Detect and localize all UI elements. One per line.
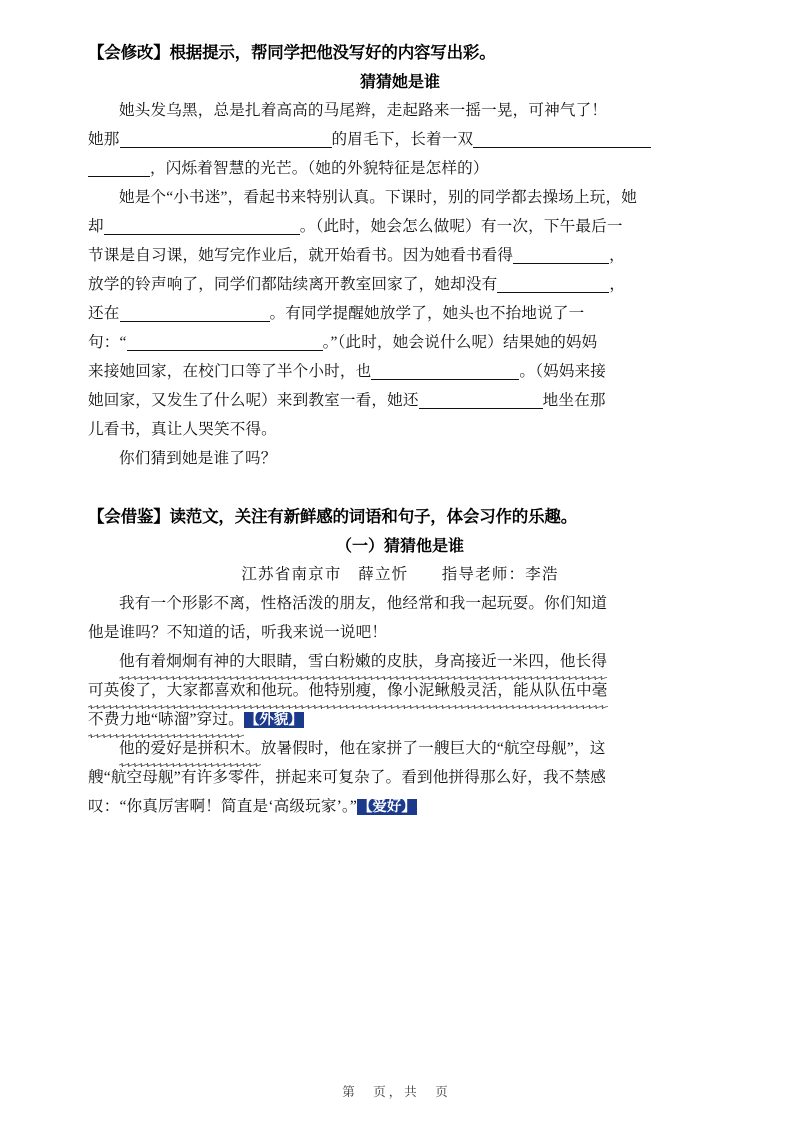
blank-eyes[interactable]	[473, 127, 651, 148]
essay-p3-line1-wavy: 他的爱好是拼积木。	[119, 734, 261, 764]
essay-p2-line1-wavy: 他有着炯炯有神的大眼睛，雪白粉嫩的皮肤，身高接近一米四，他长得	[119, 647, 607, 677]
essay-p2-line2	[88, 676, 712, 705]
blank-eyebrow[interactable]	[120, 127, 332, 148]
para2-line7	[88, 357, 712, 386]
para1-line3	[88, 154, 712, 183]
essay-p3-line3	[88, 792, 712, 821]
para2-line6-text-a: 句：“	[88, 334, 127, 351]
para2-line3-text-a: 节课是自习课，她写完作业后，就开始看书。因为她看书看得	[88, 247, 514, 264]
para1-line2	[88, 125, 712, 154]
para2-line5-text-a: 还在	[88, 305, 120, 322]
essay-p2-line1	[88, 647, 712, 676]
section1-title: 猜猜她是谁	[359, 72, 440, 91]
essay-p1-line2: 他是谁吗？不知道的话，听我来说一说吧！	[88, 624, 388, 641]
para2-line6-text-b: 。”（此时，她会说什么呢）结果她的妈妈	[322, 334, 598, 351]
section-header-huixiugai: 【会修改】根据提示，帮同学把他没写好的内容写出彩。	[88, 43, 496, 62]
page-footer	[0, 1082, 793, 1100]
essay-p1-line1: 我有一个形影不离，性格活泼的朋友，他经常和我一起玩耍。你们知道	[119, 595, 608, 612]
blank-what-she-says[interactable]	[127, 330, 323, 351]
blank-eyes-cont[interactable]	[88, 156, 150, 177]
para2-line3-text-b: ，	[609, 247, 625, 264]
essay-p2-line3-wavy: 不费力地“哧溜”穿过。	[88, 705, 244, 735]
para2-line9: 儿看书，真让人哭笑不得。	[88, 421, 277, 438]
para1-line2-text-b: 的眉毛下，长着一双	[331, 131, 474, 148]
para2-line2	[88, 212, 712, 241]
para2-line8-text-a: 她回家，又发生了什么呢）来到教室一看，她还	[88, 392, 419, 409]
para2-line7-text-a: 来接她回家，在校门口等了半个小时，也	[88, 363, 372, 380]
blank-how-she-sat[interactable]	[419, 388, 543, 409]
para2-line2-text-a: 却	[88, 218, 104, 235]
essay-p3-line1-rest: 放暑假时，他在家拼了一艘巨大的“航空母舰”，这	[260, 740, 606, 757]
blank-mother-waited[interactable]	[371, 359, 519, 380]
para2-line4	[88, 270, 712, 299]
blank-still-doing[interactable]	[120, 301, 270, 322]
section-gap	[88, 473, 712, 502]
paragraph-guess-question	[88, 444, 712, 473]
essay-p3-line1	[88, 734, 712, 763]
paragraph-appearance	[88, 96, 712, 183]
para2-line8	[88, 386, 712, 415]
footer-page-indicator: 第 页，共 页	[342, 1084, 451, 1099]
essay-paragraph-intro	[88, 589, 712, 647]
para2-line5-text-b: 。有同学提醒她放学了，她头也不抬地说了一	[269, 305, 585, 322]
paragraph-bookworm	[88, 183, 712, 444]
section-header-huijiejian: 【会借鉴】读范文，关注有新鲜感的词语和句子，体会习作的乐趣。	[88, 507, 578, 526]
blank-she-did-not[interactable]	[497, 272, 609, 293]
essay-p3-line2: 艘“航空母舰”有许多零件，拼起来可复杂了。看到他拼得那么好，我不禁感	[88, 769, 606, 786]
para2-line1: 她是个“小书迷”，看起书来特别认真。下课时，别的同学都去操场上玩，她	[119, 189, 637, 206]
para1-line2-text-a: 她那	[88, 131, 120, 148]
para3-line1: 你们猜到她是谁了吗？	[119, 450, 277, 467]
para2-line2-text-b: 。（此时，她会怎么做呢）有一次，下午最后一	[299, 218, 623, 235]
blank-reading-degree[interactable]	[513, 243, 609, 264]
document-content	[88, 38, 712, 821]
section2-title: （一）猜猜他是谁	[335, 536, 464, 555]
para2-line4-text-b: ，	[609, 276, 626, 293]
essay-p2-line3	[88, 705, 712, 734]
blank-what-she-does[interactable]	[104, 214, 300, 235]
para2-line5	[88, 299, 712, 328]
tag-appearance: 【外貌】	[244, 712, 303, 728]
para2-line6	[88, 328, 712, 357]
para2-line3	[88, 241, 712, 270]
para1-line1: 她头发乌黑，总是扎着高高的马尾辫，走起路来一摇一晃，可神气了！	[119, 102, 608, 119]
para1-line3-text: ，闪烁着智慧的光芒。（她的外貌特征是怎样的）	[150, 160, 489, 177]
essay-p3-line3-text: 叹：“你真厉害啊！简直是‘高级玩家’。”	[88, 798, 357, 815]
section2-byline: 江苏省南京市 薛立忻 指导老师：李浩	[241, 566, 559, 583]
para2-line7-text-b: 。（妈妈来接	[519, 363, 607, 380]
essay-paragraph-appearance	[88, 647, 712, 734]
tag-hobby: 【爱好】	[357, 799, 416, 815]
para2-line8-text-b: 地坐在那	[542, 392, 606, 409]
para2-line4-text-a: 放学的铃声响了，同学们都陆续离开教室回家了，她却没有	[88, 276, 498, 293]
essay-p2-line2-wavy: 可英俊了，大家都喜欢和他玩。他特别瘦，像小泥鳅般灵活，能从队伍中毫	[88, 676, 608, 706]
essay-paragraph-hobby	[88, 734, 712, 821]
